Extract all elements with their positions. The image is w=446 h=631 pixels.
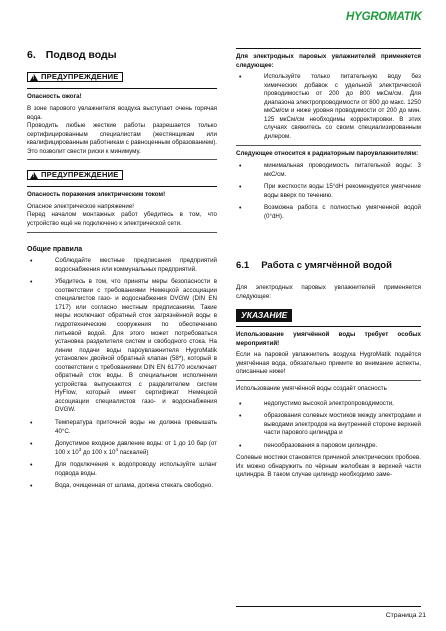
closing-text: Солевые мостики становятся причиной электрических пробоев. Их можно обнаружить по чёрным желобкам в верхней части цилиндра. В таком случае цилиндр необходимо заме- [236, 454, 421, 479]
subsection-title-text: Работа с умягчённой водой [261, 260, 392, 272]
pressure-text: до 100 x 10 [81, 448, 116, 456]
danger-intro: Использование умягчённой воды создаёт опасность [236, 384, 387, 392]
electrode-heading: Для электродных паровых увлажнителей применяется следующее: [236, 53, 421, 69]
footer-divider [236, 606, 421, 607]
list-item: • пенообразования в паровом цилиндре. [236, 442, 421, 451]
list-item: • недопустимо высокой электропроводимости, [236, 400, 421, 409]
list-item: • Температура приточной воды не должна превышать 40°C. [27, 419, 217, 436]
logo-part-matik: MATIK [387, 11, 422, 23]
note-badge: УКАЗАНИЕ [236, 309, 292, 323]
divider [236, 326, 421, 327]
section-title-text: Подвод воды [45, 49, 117, 61]
note-text: Если на паровой увлажнитель воздуха HygroMatik подаётся умягчённая вода, обязательно примите во внимание аспекты, описанные ниже! [236, 351, 421, 376]
list-item [27, 440, 217, 457]
list-item: • минимальная проводимость питательной воды: 3 мкС/см. [236, 162, 421, 179]
warning-triangle-icon [30, 172, 38, 179]
hygromatik-logo [346, 10, 426, 22]
radiator-heading: Следующее относится к радиаторным пароувлажнителям: [236, 150, 419, 158]
note-heading: Использование умягчённой воды требует особых мероприятий! [236, 331, 421, 347]
subsection-title [236, 259, 421, 272]
softened-water-section [236, 259, 421, 480]
list-item: • При жесткости воды 15°dH рекомендуется умягчение воды вверх по течению. [236, 183, 421, 200]
divider [27, 232, 217, 233]
warning-label-box [27, 72, 123, 82]
list-item: • Для подключения к водопроводу используйте шланг подвода воды. [27, 461, 217, 478]
warning-text: Перед началом монтажных работ убедитесь в том, что устройство ещё не подключено к электрической сети. [27, 211, 217, 227]
electrode-humidifiers [236, 48, 421, 146]
warning-electric [27, 170, 217, 232]
list-item: • Возможна работа с полностью умягченной водой (0°dH). [236, 204, 421, 221]
list-item: • Вода, очищенная от шлама, должна стекать свободно. [27, 482, 217, 491]
radiator-humidifiers [236, 150, 421, 221]
warning-heading: Опасность поражения электрическим током! [27, 191, 166, 199]
pressure-text: Допустимое входное давление воды: от 1 до 10 бар (от 100 x 10 [55, 440, 217, 456]
divider [236, 380, 421, 381]
subsection-number: 6.1 [236, 260, 250, 272]
warning-label-box [27, 170, 123, 180]
list-item: • Соблюдайте местные предписания предприятий водоснабжения или коммунальных предприятий. [27, 257, 217, 274]
list-item: • Убедитесь в том, что приняты меры безопасности в соответствии с требованиями Немецкой ассоциации специалистов газо- и водоснабжения DVGW (DIN EN 1717) или согласно местным предписаниям. Такие меры исключают обратный сток загрязнённой воды в гидротехнические сооружения по обеспечению питьевой водой. Для этого может потребоваться установка разделителя систем и свободного стока. На линии подачи воды пароувлажнителя HygroMatik установлен двойной обратный клапан (58*), который в соответствии с требованиями DIN EN 61770 исключает обратный сток воды. В специальном исполнении устройства выпускаются с разделителем систем HyFlow, который имеет сертификат Немецкой ассоциации специалистов газо- и водоснабжения DVGW. [27, 278, 217, 415]
divider [236, 48, 421, 49]
list-item: • Используйте только питательную воду без химических добавок с удельной электрической проводимостью от 200 до 800 мкСм/см. Для диапазона электропроводимости от 800 до макс. 1250 мкСм/см и ниже уровня проводимости от 200 до мин. 125 мкСм/см необходимы корректировки. В этих случаях свяжитесь со своим специализированным дилером. [236, 73, 421, 141]
divider [27, 88, 217, 89]
page-number: Страница 21 [385, 612, 426, 619]
list-item: • образования солевых мостиков между электродами и выводами электродов на внутренней стороне верхней части парового цилиндра и [236, 412, 421, 438]
pressure-exp: 4 [115, 446, 119, 452]
general-rules-list [27, 257, 217, 491]
divider [236, 145, 421, 146]
general-rules-heading: Общие правила [27, 245, 83, 253]
section-title [27, 48, 217, 62]
warning-label: ПРЕДУПРЕЖДЕНИЕ [41, 170, 119, 180]
warning-text: Опасное электрическое напряжение! [27, 202, 134, 210]
warning-label: ПРЕДУПРЕЖДЕНИЕ [41, 72, 119, 82]
general-rules [27, 245, 217, 491]
pressure-exp: 3 [78, 446, 82, 452]
divider [27, 159, 217, 160]
pressure-text: паскалей) [118, 448, 149, 456]
warning-burn [27, 72, 217, 160]
warning-text: Проводить любые жесткие работы разрешается только сертифицированным специалистам (жестянщикам или квалифицированным работникам с равноценным образованием). Это позволит свести риски к минимуму. [27, 122, 217, 155]
right-column [236, 48, 421, 483]
warning-heading: Опасность ожога! [27, 93, 82, 101]
softened-intro: Для электродных паровых увлажнителей применяется следующее: [236, 284, 421, 300]
warning-triangle-icon [30, 74, 38, 81]
left-column [27, 48, 217, 495]
warning-text: В зоне парового увлажнителя воздуха выступает очень горячая вода. [27, 105, 217, 121]
section-number: 6. [27, 49, 36, 61]
logo-part-hygro: HYGRO [346, 11, 388, 23]
divider [27, 186, 217, 187]
